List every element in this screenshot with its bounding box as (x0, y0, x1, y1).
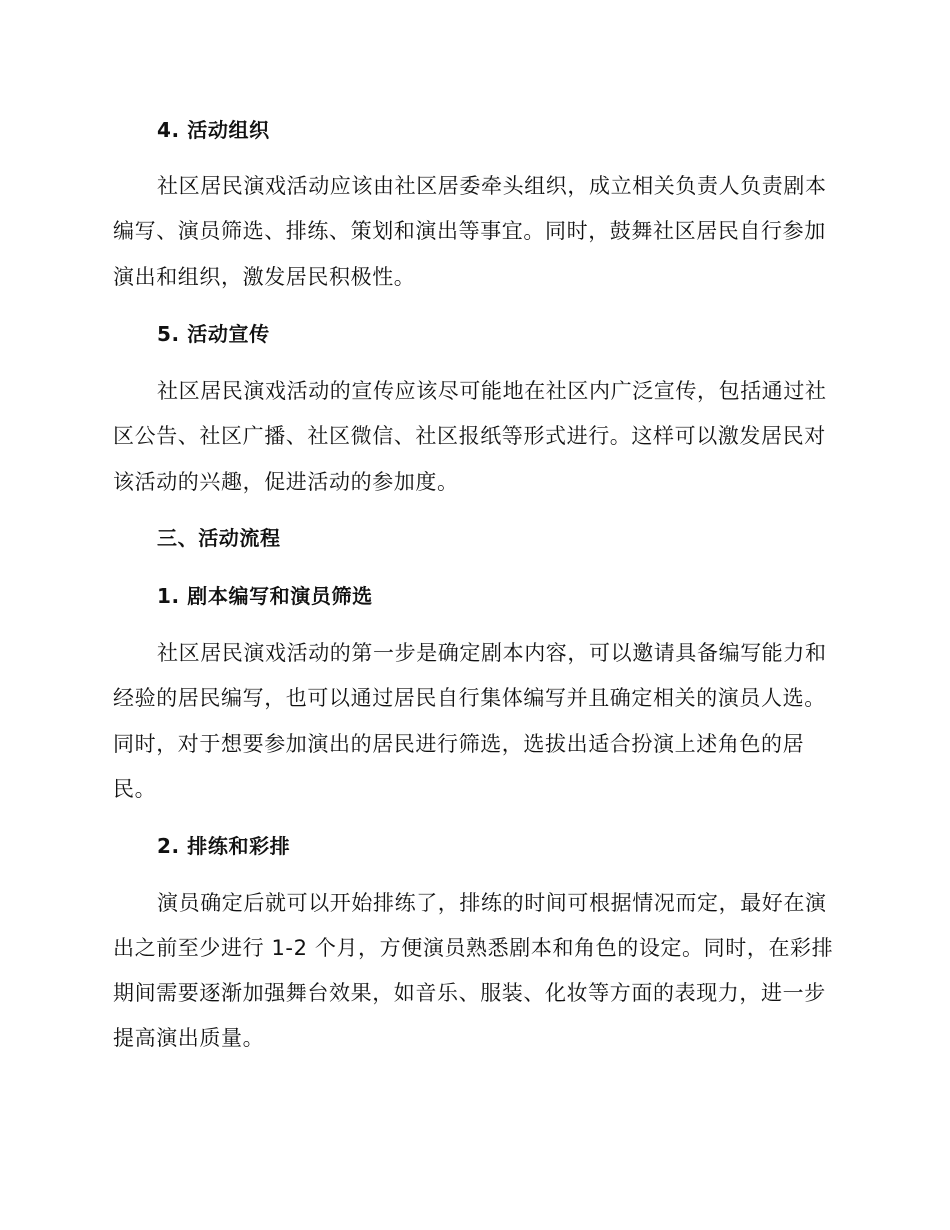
paragraph-line: 民。 (113, 777, 157, 801)
paragraph-line: 社区居民演戏活动的第一步是确定剧本内容，可以邀请具备编写能力和 (157, 641, 827, 665)
paragraph-line: 编写、演员筛选、排练、策划和演出等事宜。同时，鼓舞社区居民自行参加 (113, 219, 826, 243)
paragraph-line: 经验的居民编写，也可以通过居民自行集体编写并且确定相关的演员人选。 (113, 686, 826, 710)
paragraph-line: 区公告、社区广播、社区微信、社区报纸等形式进行。这样可以激发居民对 (113, 424, 826, 448)
paragraph-line: 期间需要逐渐加强舞台效果，如音乐、服装、化妆等方面的表现力，进一步 (113, 981, 826, 1005)
section-heading: 4. 活动组织 (157, 118, 270, 142)
paragraph-line: 该活动的兴趣，促进活动的参加度。 (113, 470, 459, 494)
paragraph-line: 社区居民演戏活动应该由社区居委牵头组织，成立相关负责人负责剧本 (157, 174, 827, 198)
chapter-heading: 三、活动流程 (157, 526, 281, 550)
paragraph-line: 社区居民演戏活动的宣传应该尽可能地在社区内广泛宣传，包括通过社 (157, 379, 827, 403)
section-heading: 5. 活动宣传 (157, 322, 270, 346)
paragraph-line: 演员确定后就可以开始排练了，排练的时间可根据情况而定，最好在演 (157, 891, 827, 915)
paragraph-line: 提高演出质量。 (113, 1026, 265, 1050)
paragraph-line: 演出和组织，激发居民积极性。 (113, 265, 416, 289)
section-heading: 1. 剧本编写和演员筛选 (157, 584, 373, 608)
paragraph-line: 同时，对于想要参加演出的居民进行筛选，选拔出适合扮演上述角色的居 (113, 732, 805, 756)
paragraph-line: 出之前至少进行 1-2 个月，方便演员熟悉剧本和角色的设定。同时，在彩排 (113, 936, 834, 960)
section-heading: 2. 排练和彩排 (157, 834, 291, 858)
